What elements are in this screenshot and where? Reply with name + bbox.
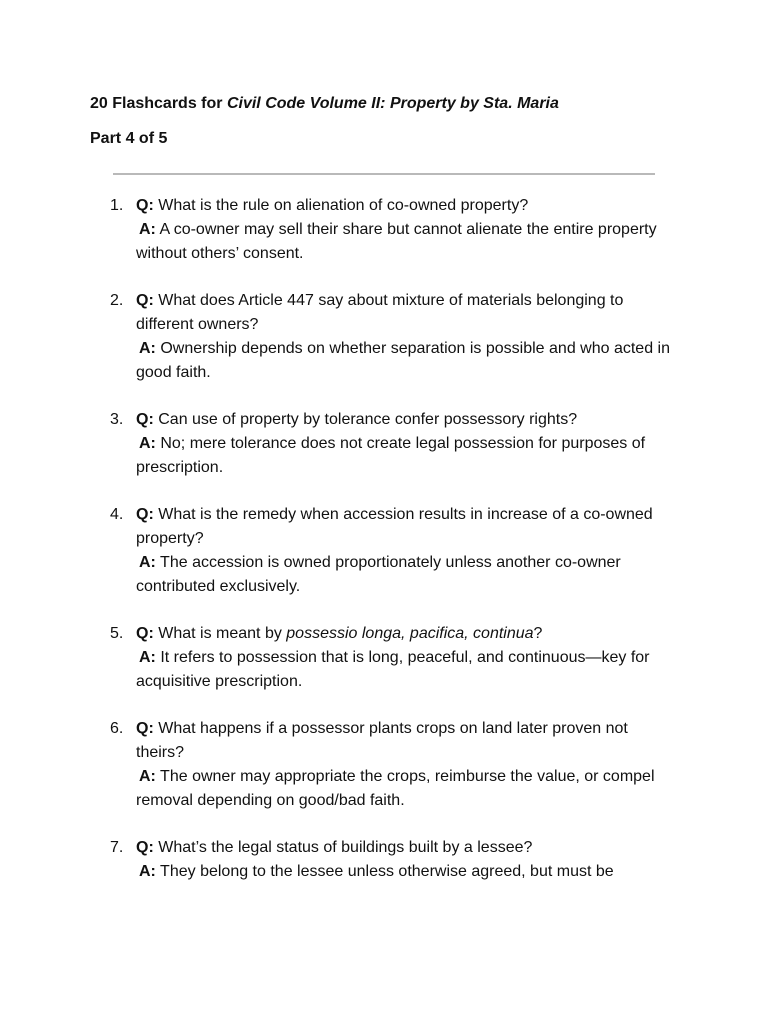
document-subtitle: Part 4 of 5 [90,130,168,147]
question-label: Q: [136,720,154,737]
answer-label: A: [139,863,156,880]
answer-text: No; mere tolerance does not create legal possession for purposes of prescription. [136,435,646,476]
answer-label: A: [139,768,156,785]
question-text: What is the remedy when accession results in increase of a co-owned property? [136,506,653,547]
flashcard-5 [0,622,768,694]
flashcard-answer [136,218,676,266]
flashcard-question [136,408,676,432]
flashcard-question [136,836,676,860]
question-text: What happens if a possessor plants crops on land later proven not theirs? [136,720,628,761]
flashcard-answer [136,551,676,599]
answer-text: A co-owner may sell their share but cannot alienate the entire property without others’ consent. [136,221,657,262]
flashcard-body [136,408,676,480]
question-text-prefix: What is meant by [158,625,287,642]
question-text: Can use of property by tolerance confer possessory rights? [158,411,578,428]
flashcard-question [136,289,676,337]
answer-label: A: [139,435,156,452]
flashcard-number: 1. [110,197,124,214]
answer-text: The accession is owned proportionately unless another co-owner contributed exclusively. [136,554,621,595]
flashcard-list [0,194,768,907]
answer-label: A: [139,340,156,357]
question-text: What does Article 447 say about mixture of materials belonging to different owners? [136,292,624,333]
flashcard-number: 5. [110,625,124,642]
flashcard-4 [0,503,768,599]
flashcard-question [136,622,676,646]
flashcard-number: 6. [110,720,124,737]
flashcard-answer [136,765,676,813]
flashcard-question [136,194,676,218]
flashcard-question [136,717,676,765]
question-label: Q: [136,839,154,856]
flashcard-1 [0,194,768,266]
question-label: Q: [136,506,154,523]
question-label: Q: [136,292,154,309]
flashcard-answer [136,432,676,480]
answer-text: The owner may appropriate the crops, reimburse the value, or compel removal depending on good/bad faith. [136,768,655,809]
question-text: What is the rule on alienation of co-owned property? [158,197,529,214]
flashcard-answer [136,646,676,694]
flashcard-3 [0,408,768,480]
flashcard-question [136,503,676,551]
flashcard-body [136,289,676,385]
question-text-latin-term: possessio longa, pacifica, continua [286,625,534,642]
flashcard-number: 2. [110,292,124,309]
flashcard-body [136,503,676,599]
answer-label: A: [139,554,156,571]
horizontal-divider [113,173,655,175]
flashcard-body [136,717,676,813]
flashcard-body [136,836,676,884]
flashcard-number: 7. [110,839,124,856]
flashcard-7 [0,836,768,884]
flashcard-number: 4. [110,506,124,523]
answer-text: They belong to the lessee unless otherwise agreed, but must be [160,863,614,880]
document-title [90,94,559,114]
question-label: Q: [136,411,154,428]
flashcard-answer [136,860,676,884]
question-label: Q: [136,625,154,642]
question-text: What’s the legal status of buildings built by a lessee? [158,839,533,856]
flashcard-6 [0,717,768,813]
flashcard-2 [0,289,768,385]
flashcard-body [136,194,676,266]
answer-label: A: [139,649,156,666]
answer-text: It refers to possession that is long, peaceful, and continuous—key for acquisitive prescription. [136,649,650,690]
title-prefix: 20 Flashcards for [90,95,227,112]
question-text-suffix: ? [533,625,543,642]
question-label: Q: [136,197,154,214]
flashcard-number: 3. [110,411,124,428]
answer-text: Ownership depends on whether separation is possible and who acted in good faith. [136,340,670,381]
answer-label: A: [139,221,156,238]
title-book-name: Civil Code Volume II: Property by Sta. Maria [226,95,559,112]
flashcard-body [136,622,676,694]
flashcard-answer [136,337,676,385]
